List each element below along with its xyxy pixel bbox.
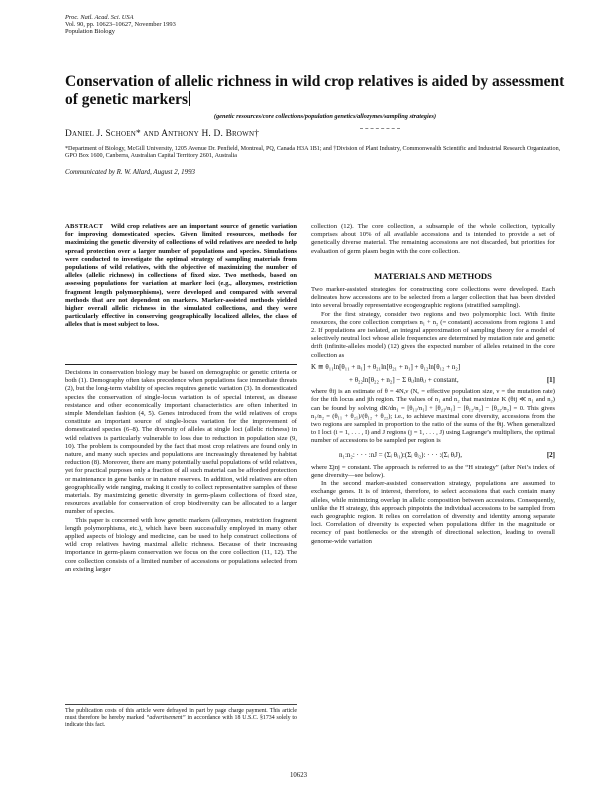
- article-title: [65, 73, 565, 109]
- abstract: [65, 223, 297, 330]
- methods-paragraph-2: For the first strategy, consider two regions and two polymorphic loci. With finite resources, the core collection comprises n₁ + n₂ (= constant) accessions from regions 1 and 2. If populations are isolated, an integral approximation of sampling theory for a model of selectively neutral loci whose allele frequencies are determined by mutation rate and genetic drift (infinite-alleles model) (12) gives the expected number of alleles retained in the core collection as: [311, 310, 555, 359]
- journal-section: Population Biology: [65, 28, 115, 36]
- introduction: [65, 369, 297, 574]
- abstract-divider: [65, 364, 297, 365]
- title-text: Conservation of allelic richness in wild crop relatives is aided by assessment of genetic markers: [65, 73, 565, 108]
- equation-1-text-a: K ≅ θ₁₁ln[θ₁₁ + n₁] + θ₂₁ln[θ₂₁ + n₁] + θ₁₂ln[θ₁₂ + n₂]: [311, 362, 461, 371]
- methods-paragraph-5: In the second marker-assisted conservation strategy, populations are assumed to exchange genes. It is of interest, therefore, to select accessions that each contain many alleles, while minimizing overlap in allelic composition between accessions. Consequently, unlike the H strategy, this approach pinpoints the individual accessions to be sampled from each geographic region. It relies on correlation of diversity and identity among separate loci. Correlation of diversity is expected when populations differ in the magnitude or recency of past bottlenecks or the strength of directional selection, leading to overall genome-wide variation: [311, 480, 555, 545]
- methods-paragraph-4: where Σjnj = constant. The approach is referred to as the “H strategy” (after Nei’s index of gene diversity—see below).: [311, 463, 555, 480]
- communicated-by: Communicated by R. W. Allard, August 2, 1993: [65, 169, 195, 176]
- page-number: 10623: [290, 772, 307, 779]
- methods-heading: MATERIALS AND METHODS: [374, 271, 492, 281]
- abstract-label: ABSTRACT: [65, 223, 104, 230]
- footnote-advertisement: “advertisement”: [146, 715, 186, 721]
- journal-name: Proc. Natl. Acad. Sci. USA: [65, 14, 134, 21]
- affiliations: *Department of Biology, McGill University, 1205 Avenue Dr. Penfield, Montreal, PQ, Canada H3A 1B1; and †Division of Plant Industry, Commonwealth Scientific and Industrial Research Organization, GPO Box 1600, Canberra, Australian Capital Territory 2601, Australia: [65, 146, 561, 160]
- footnote-text-2: in accordance with 18 U.S.C. §1734 solely to indicate this fact.: [65, 715, 297, 728]
- intro-paragraph-1: Decisions in conservation biology may be based on demographic or genetic criteria or both (1). Demography often takes precedence when populations face immediate threats (2), but the long-term viability of species requires genetic variation (3). In domesticated species the conservation of single-locus variation is of special interest, as disease resistance and other economically important characteristics are often inherited in simple Mendelian fashion (4, 5). Genes introduced from the wild relatives of crops constitute an important source of single-locus variation for the improvement of domesticated species (6–8). The diversity of alleles at single loci (allelic richness) in wild relatives is particularly vulnerable to loss due to reduction in population size (9, 10). The problem is compounded by the fact that most crop relatives are found only in nature, and many such species and populations are increasingly threatened by habitat reduction (8). Moreover, there are many potentially useful populations of wild relatives, yet for practical purposes only a fraction of all such material can be afforded protection or maintenance in gene banks or in nature reserves. In addition, wild relatives are often geographically wide ranging, making it costly to collect representative samples of these materials. By maximizing genetic diversity in germ-plasm collections of fixed size, resources available for conservation of crop biodiversity can be allocated to a larger number of species.: [65, 369, 297, 516]
- equation-1-number: [1]: [546, 376, 555, 385]
- equation-1-line-1: [311, 363, 555, 371]
- abstract-text: Wild crop relatives are an important source of genetic variation for improving domesticated species. Given limited resources, methods for maximizing the genetic diversity of collections of wild relatives are needed to help spread protection over a larger number of populations and species. Simulations were conducted to investigate the optimal strategy of sampling materials from populations of wild relatives, with the objective of maximizing the number of alleles (allelic richness) in collections of fixed size. Two methods, based on assessing populations for variation at marker loci (e.g., allozymes, restriction fragment length polymorphisms), were developed and compared with several methods that are not dependent on markers. Marker-assisted methods yielded higher overall allelic richness in the simulated collections, and they were particularly effective in conserving geographically localized alleles, the class of alleles that is most subject to loss.: [65, 223, 297, 329]
- equation-2-text: n₁:n₂: · · · :nJ = (Σᵢ θᵢ₁):(Σᵢ θᵢ₂): · · · :(Σᵢ θᵢJ),: [339, 450, 462, 459]
- core-collection-text: [311, 223, 555, 256]
- footnote: [65, 708, 297, 729]
- journal-volume: Vol. 90, pp. 10623–10627, November 1993: [65, 21, 176, 29]
- journal-header: [65, 14, 176, 36]
- footnote-text: The publication costs of this article were defrayed in part by page charge payment. This article must therefore be hereby marked: [65, 708, 297, 721]
- equation-2: [311, 451, 555, 459]
- right-top-paragraph: collection (12). The core collection, a subsample of the whole collection, typically comprises about 10% of all available accessions and is intended to provide a set of genetically diverse material. The remaining accessions are not discarded, but priorities for evaluation of germ plasm begin with the core collection.: [311, 223, 555, 255]
- faint-dash-mark: [360, 128, 400, 130]
- methods-body: [311, 286, 555, 546]
- methods-paragraph-3: where θij is an estimate of θ = 4Nₑν (Nₑ = effective population size, ν = the mutation rate) for the ith locus and jth region. The values of n₁ and n₂ that maximize K (θij ≪ n₁ and n₂) can be found by solving dK/dn₁ = [θ₁₁/n₁] + [θ₂₁/n₁] − [θ₁₂/n₂] − [θ₂₂/n₂] = 0. This gives n₁/n₂ = (θ₁₁ + θ₂₁)/(θ₁₂ + θ₂₂); i.e., to achieve maximal core diversity, accessions from the two regions are sampled in proportion to the ratio of the sums of the θij. When generalized to I loci (i = 1, . . . , I) and J regions (j = 1, . . . , J) using Lagrange’s multipliers, the optimal number of accessions to be sampled per region is: [311, 388, 555, 445]
- equation-1-line-2: [311, 376, 555, 384]
- footnote-divider: [65, 704, 297, 705]
- methods-paragraph-1: Two marker-assisted strategies for constructing core collections were developed. Each delineates how accessions are to be selected from a larger collection that has been divided into several broadly representative ecogeographic regions (stratified sampling).: [311, 286, 555, 310]
- equation-2-number: [2]: [546, 450, 555, 459]
- equation-1-text-b: + θ₂₂ln[θ₂₂ + n₂] − Σ θᵢⱼlnθᵢⱼ + constant,: [349, 376, 459, 385]
- text-cursor: [189, 91, 190, 106]
- intro-paragraph-2: This paper is concerned with how genetic markers (allozymes, restriction fragment length polymorphisms, etc.), which have been successfully employed in many other applied aspects of biology and medicine, can be used to help construct collections of wild crop relatives having maximal allelic richness. Because of their increasing importance in germ-plasm conservation we focus on the core collection (11, 12). The core collection consists of a limited number of accessions or populations selected from an existing larger: [65, 516, 297, 573]
- authors: Daniel J. Schoen* and Anthony H. D. Brown†: [65, 129, 260, 139]
- keywords: (genetic resources/core collections/population genetics/allozymes/sampling strategies): [213, 113, 437, 120]
